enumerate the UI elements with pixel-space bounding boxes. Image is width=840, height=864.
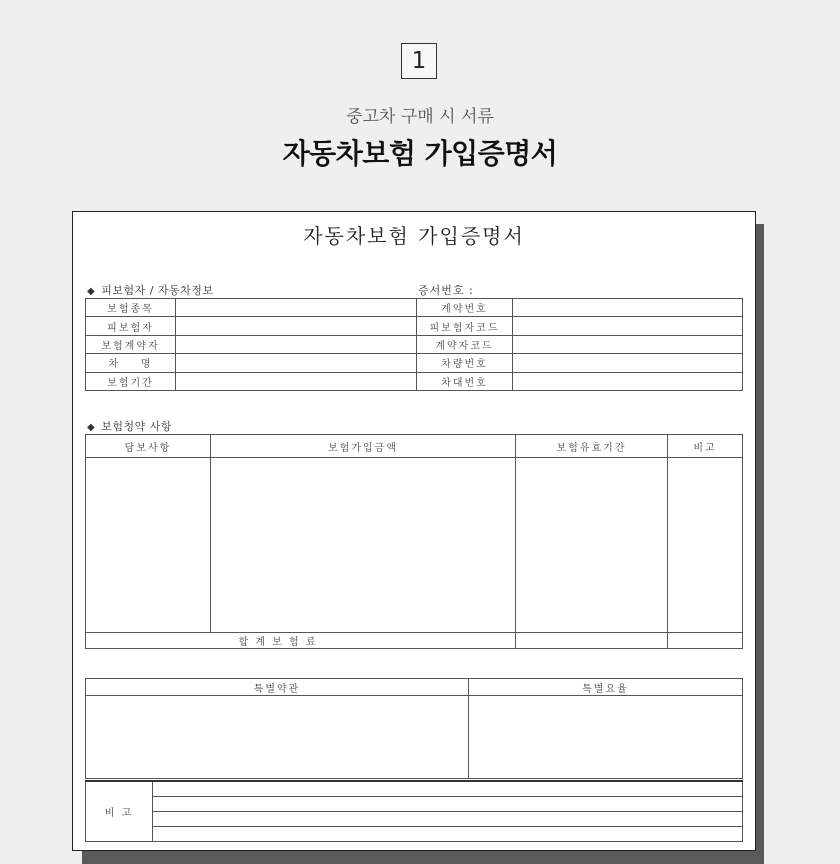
field-value (513, 317, 743, 335)
page-subtitle: 중고차 구매 시 서류 (346, 107, 494, 127)
remarks-line (153, 781, 743, 797)
field-label: 계약자코드 (417, 335, 513, 353)
table-header-row (86, 435, 743, 458)
table-cell (516, 633, 668, 649)
section1-heading-text: 피보험자 / 자동차정보 (101, 284, 214, 297)
field-value (176, 335, 417, 353)
section2-heading-text: 보험청약 사항 (101, 420, 172, 433)
field-label: 보험계약자 (86, 335, 176, 353)
table-cell (469, 696, 743, 779)
field-label: 피보험자코드 (417, 317, 513, 335)
table-row (86, 372, 743, 390)
field-value (513, 354, 743, 372)
field-value (513, 335, 743, 353)
document-title: 자동차보험 가입증명서 (303, 224, 525, 248)
table-header-row (86, 679, 743, 696)
field-label: 보험종목 (86, 299, 176, 317)
column-header: 보험가입금액 (211, 435, 516, 458)
diamond-icon: ◆ (87, 422, 96, 433)
table-row (86, 797, 743, 812)
remarks-line (153, 797, 743, 812)
page-title: 자동차보험 가입증명서 (282, 137, 558, 170)
certificate-number-label: 증서번호 : (418, 284, 474, 297)
section2-heading (87, 418, 172, 434)
table-row (86, 781, 743, 797)
field-value (176, 372, 417, 390)
table-row (86, 317, 743, 335)
insured-info-table (85, 298, 743, 391)
table-cell (516, 458, 668, 633)
field-label: 계약번호 (417, 299, 513, 317)
table-cell (86, 696, 469, 779)
table-cell (211, 458, 516, 633)
special-terms-table (85, 678, 743, 779)
field-label: 차량번호 (417, 354, 513, 372)
insurance-certificate-document (72, 211, 756, 851)
table-row (86, 827, 743, 842)
field-value (176, 317, 417, 335)
column-header: 특별요율 (469, 679, 743, 696)
remarks-label: 비 고 (86, 781, 153, 842)
column-header: 특별약관 (86, 679, 469, 696)
table-cell (86, 633, 211, 649)
remarks-line (153, 812, 743, 827)
table-total-row (86, 633, 743, 649)
field-value (513, 372, 743, 390)
field-value (176, 354, 417, 372)
field-value (176, 299, 417, 317)
field-label: 피보험자 (86, 317, 176, 335)
table-row (86, 299, 743, 317)
table-row (86, 458, 743, 633)
field-label: 보험기간 (86, 372, 176, 390)
column-header: 보험유효기간 (516, 435, 668, 458)
table-row (86, 812, 743, 827)
table-row (86, 335, 743, 353)
column-header: 담보사항 (86, 435, 211, 458)
remarks-table (85, 780, 743, 842)
remarks-line (153, 827, 743, 842)
table-cell (668, 633, 743, 649)
field-value (513, 299, 743, 317)
table-row (86, 354, 743, 372)
column-header: 비고 (668, 435, 743, 458)
field-label: 차 명 (86, 354, 176, 372)
table-cell (668, 458, 743, 633)
table-cell (86, 458, 211, 633)
coverage-table (85, 434, 743, 649)
section1-heading (87, 282, 214, 298)
table-row (86, 696, 743, 779)
total-premium-label: 합 계 보 험 료 (211, 633, 516, 649)
step-number-box: 1 (401, 43, 437, 79)
field-label: 차대번호 (417, 372, 513, 390)
diamond-icon: ◆ (87, 286, 96, 297)
